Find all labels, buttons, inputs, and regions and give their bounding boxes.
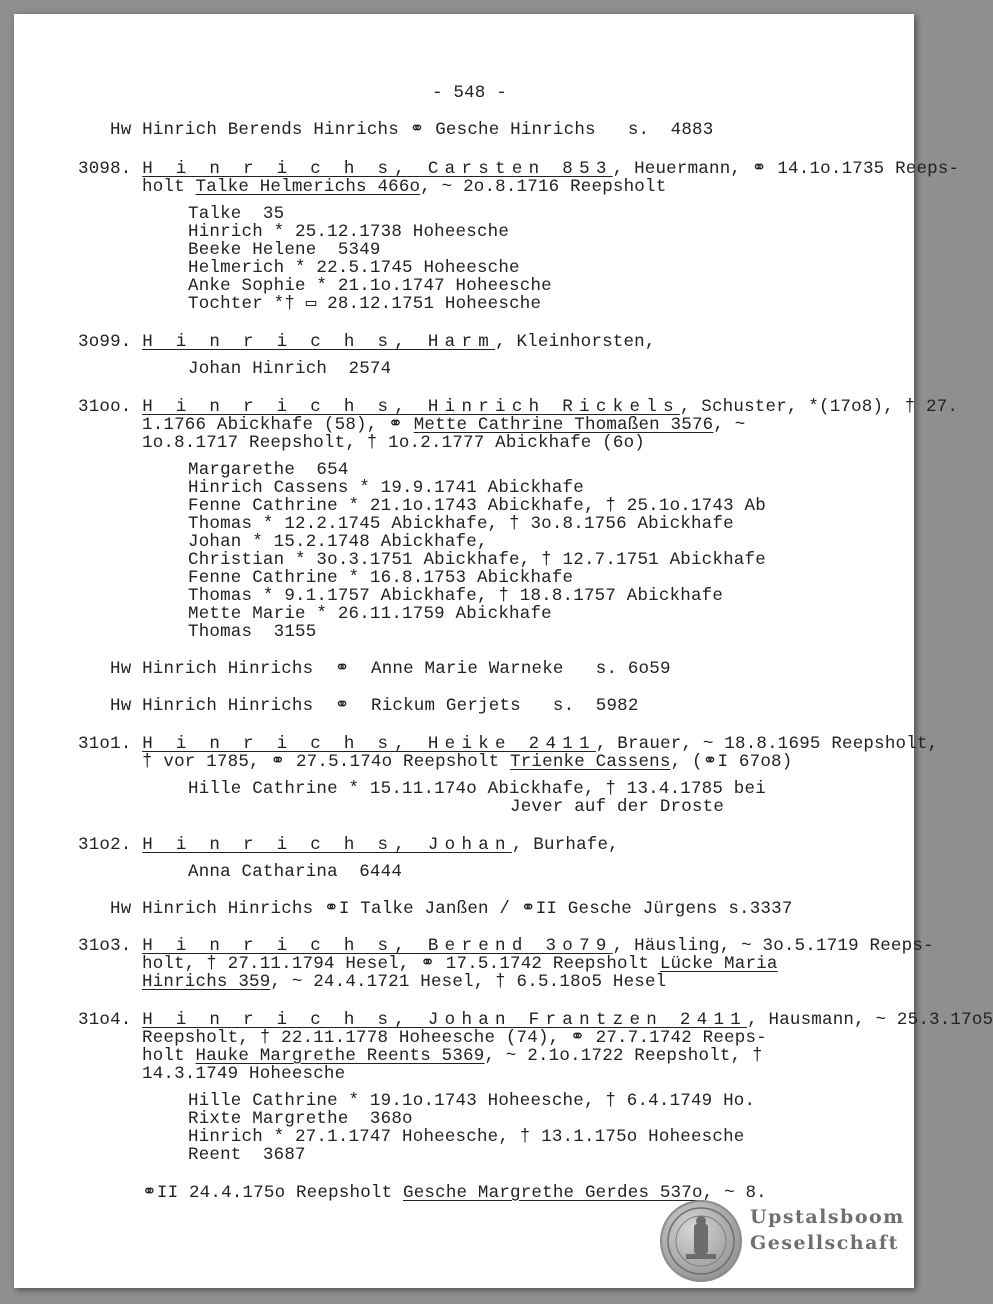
entry-name: H i n r i c h s, Johan (142, 835, 512, 855)
entry-3102-line1: 31o2. H i n r i c h s, Johan, Burhafe, (78, 835, 619, 855)
entry-3099-line1: 3o99. H i n r i c h s, Harm, Kleinhorsten, (78, 332, 656, 352)
child: Anke Sophie * 21.1o.1747 Hoheesche (188, 276, 552, 296)
entry-3103-line1: 31o3. H i n r i c h s, Berend 3o79, Häusling, ~ 3o.5.1719 Reeps- (78, 936, 934, 956)
entry-number: 3o99. (78, 332, 132, 352)
child: Thomas * 9.1.1757 Abickhafe, † 18.8.1757 Abickhafe (188, 586, 724, 606)
child-continued: Jever auf der Droste (510, 797, 725, 817)
logo-text-line2: Gesellschaft (750, 1232, 899, 1254)
child: Beeke Helene 5349 (188, 240, 381, 260)
entry-name: H i n r i c h s, Johan Frantzen 2411 (142, 1010, 748, 1030)
child: Mette Marie * 26.11.1759 Abickhafe (188, 604, 552, 624)
entry-name: H i n r i c h s, Berend 3o79 (142, 936, 613, 956)
child: Thomas 3155 (188, 622, 317, 642)
child: Christian * 3o.3.1751 Abickhafe, † 12.7.1751 Abickhafe (188, 550, 766, 570)
entry-3104-line1: 31o4. H i n r i c h s, Johan Frantzen 2411, Hausmann, ~ 25.3.17o5 (78, 1010, 993, 1030)
upstalsboom-logo (660, 1200, 910, 1280)
entry-3100-line1: 31oo. H i n r i c h s, Hinrich Rickels, Schuster, *(17o8), † 27. (78, 397, 959, 417)
spouse-name: Hinrichs 359 (142, 972, 271, 992)
child: Hille Cathrine * 15.11.174o Abickhafe, † 13.4.1785 bei (188, 779, 766, 799)
entry-number: 31o3. (78, 936, 132, 956)
entry-name: H i n r i c h s, Heike 2411 (142, 734, 596, 754)
entry-3100-line3: 1o.8.1717 Reepsholt, † 1o.2.1777 Abickhafe (6o) (142, 433, 645, 453)
document-page (14, 14, 993, 1288)
spouse-name: Lücke Maria (659, 954, 778, 974)
child: Fenne Cathrine * 16.8.1753 Abickhafe (188, 568, 574, 588)
entry-3101-line1: 31o1. H i n r i c h s, Heike 2411, Brauer, ~ 18.8.1695 Reepsholt, (78, 734, 939, 754)
entry-3104-line3: holt Hauke Margrethe Reents 5369, ~ 2.1o.1722 Reepsholt, † (142, 1046, 763, 1066)
hw-entry-3: Hw Hinrich Hinrichs ⚭ Rickum Gerjets s. 5982 (110, 696, 639, 716)
hw-entry-4: Hw Hinrich Hinrichs ⚭I Talke Janßen / ⚭II Gesche Jürgens s.3337 (110, 899, 793, 919)
entry-3100-line2: 1.1766 Abickhafe (58), ⚭ Mette Cathrine Thomaßen 3576, ~ (142, 415, 746, 435)
hw-entry-2: Hw Hinrich Hinrichs ⚭ Anne Marie Warneke s. 6o59 (110, 659, 671, 679)
child: Hinrich Cassens * 19.9.1741 Abickhafe (188, 478, 584, 498)
child: Talke 35 (188, 204, 285, 224)
child: Helmerich * 22.5.1745 Hoheesche (188, 258, 520, 278)
entry-3098-line1: 3098. H i n r i c h s, Carsten 853, Heuermann, ⚭ 14.1o.1735 Reeps- (78, 159, 960, 179)
page-number: - 548 - (432, 83, 507, 103)
child: Fenne Cathrine * 21.1o.1743 Abickhafe, † 25.1o.1743 Ab (188, 496, 766, 516)
spouse-name: Hauke Margrethe Reents 5369 (195, 1046, 485, 1066)
entry-3098-line2: holt Talke Helmerichs 466o, ~ 2o.8.1716 Reepsholt (142, 177, 667, 197)
child: Anna Catharina 6444 (188, 862, 403, 882)
entry-number: 3098. (78, 159, 132, 179)
entry-number: 31oo. (78, 397, 132, 417)
child: Rixte Margrethe 368o (188, 1109, 413, 1129)
entry-3104-line2: Reepsholt, † 22.11.1778 Hoheesche (74), ⚭ 27.7.1742 Reeps- (142, 1028, 767, 1048)
entry-number: 31o2. (78, 835, 132, 855)
seal-icon (660, 1200, 742, 1282)
spouse-name: Gesche Margrethe Gerdes 537o (403, 1183, 703, 1203)
entry-3101-line2: † vor 1785, ⚭ 27.5.174o Reepsholt Trienke Cassens, (⚭I 67o8) (142, 752, 793, 772)
entry-name: H i n r i c h s, Harm (142, 332, 496, 352)
logo-text-line1: Upstalsboom (750, 1206, 905, 1228)
spouse-name: Trienke Cassens (510, 752, 671, 772)
child: Tochter *† ▭ 28.12.1751 Hoheesche (188, 294, 542, 314)
entry-3104-second-marriage: ⚭II 24.4.175o Reepsholt Gesche Margrethe Gerdes 537o, ~ 8. (142, 1183, 767, 1203)
entry-3104-line4: 14.3.1749 Hoheesche (142, 1064, 346, 1084)
child: Johan * 15.2.1748 Abickhafe, (188, 532, 488, 552)
child: Hinrich * 25.12.1738 Hoheesche (188, 222, 510, 242)
entry-number: 31o4. (78, 1010, 132, 1030)
entry-3103-line3: Hinrichs 359, ~ 24.4.1721 Hesel, † 6.5.18o5 Hesel (142, 972, 667, 992)
child: Thomas * 12.2.1745 Abickhafe, † 3o.8.1756 Abickhafe (188, 514, 734, 534)
child: Hille Cathrine * 19.1o.1743 Hoheesche, † 6.4.1749 Ho. (188, 1091, 756, 1111)
spouse-name: Mette Cathrine Thomaßen 3576 (413, 415, 714, 435)
entry-name: H i n r i c h s, Hinrich Rickels (142, 397, 680, 417)
child: Reent 3687 (188, 1145, 306, 1165)
child: Johan Hinrich 2574 (188, 359, 392, 379)
child: Margarethe 654 (188, 460, 349, 480)
entry-3103-line2: holt, † 27.11.1794 Hesel, ⚭ 17.5.1742 Reepsholt Lücke Maria (142, 954, 778, 974)
spouse-name: Talke Helmerichs 466o (195, 177, 421, 197)
entry-number: 31o1. (78, 734, 132, 754)
hw-entry-1: Hw Hinrich Berends Hinrichs ⚭ Gesche Hinrichs s. 4883 (110, 120, 714, 140)
child: Hinrich * 27.1.1747 Hoheesche, † 13.1.175o Hoheesche (188, 1127, 745, 1147)
entry-name: H i n r i c h s, Carsten 853 (142, 159, 613, 179)
